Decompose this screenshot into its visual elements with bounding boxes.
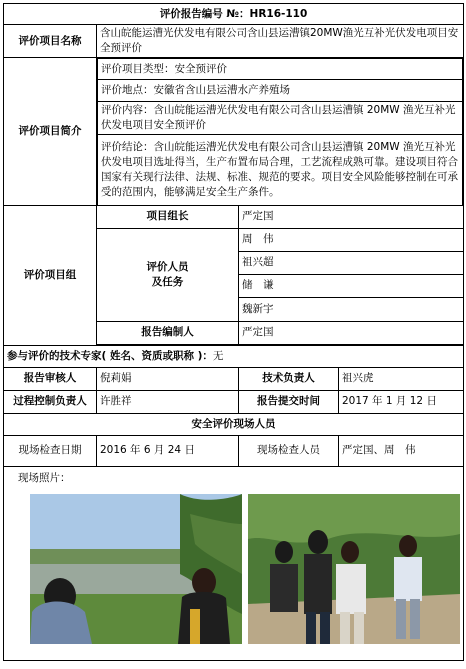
- leader-label: 项目组长: [97, 205, 239, 228]
- project-intro-cell: [97, 58, 464, 206]
- project-conclusion: 评价结论：含山皖能运漕光伏发电有限公司含山县运漕镇 20MW 渔光互补光伏发电项目选址得当，生产布置布局合理，工艺流程成熟可靠。建设项目符合国家有关现行法律、法规、标准、规范的要求。项目安全风险能够控制在可承受的范围内，能够满足安全生产条件。: [98, 135, 463, 205]
- site-photo-2: [248, 494, 460, 644]
- member-1: 周 伟: [239, 228, 464, 251]
- site-date-value: 2016 年 6 月 24 日: [97, 435, 239, 466]
- member-3: 储 谦: [239, 274, 464, 297]
- member-2: 祖兴超: [239, 251, 464, 274]
- project-location: 评价地点：安徽省含山县运漕水产养殖场: [98, 80, 463, 102]
- submit-label: 报告提交时间: [239, 390, 339, 413]
- experts-label: 参与评价的技术专家( 姓名、资质或职称 )：: [7, 349, 213, 362]
- project-type: 评价项目类型：安全预评价: [98, 59, 463, 80]
- project-content: 评价内容：含山皖能运漕光伏发电有限公司含山县运漕镇 20MW 渔光互补光伏发电项目安全预评价: [98, 102, 463, 135]
- project-name-value: 含山皖能运漕光伏发电有限公司含山县运漕镇20MW渔光互补光伏发电项目安全预评价: [97, 25, 464, 58]
- site-photos-cell: [4, 466, 464, 660]
- writer-label: 报告编制人: [97, 321, 239, 344]
- site-staff-value: 严定国、周 伟: [339, 435, 464, 466]
- project-intro-label: 评价项目简介: [4, 58, 97, 206]
- members-label: 评价人员 及任务: [97, 228, 239, 321]
- site-photos-label: 现场照片：: [18, 471, 71, 484]
- site-photo-1: [30, 494, 242, 644]
- experts-value: 无: [212, 349, 224, 362]
- auditor-label: 报告审核人: [4, 367, 97, 390]
- site-photo-1-image: [30, 494, 242, 644]
- site-section-title: 安全评价现场人员: [4, 413, 464, 435]
- team-label: 评价项目组: [4, 205, 97, 345]
- leader-value: 严定国: [239, 205, 464, 228]
- process-label: 过程控制负责人: [4, 390, 97, 413]
- submit-value: 2017 年 1 月 12 日: [339, 390, 464, 413]
- writer-value: 严定国: [239, 321, 464, 344]
- tech-label: 技术负责人: [239, 367, 339, 390]
- site-photos: [10, 494, 457, 644]
- site-date-label: 现场检查日期: [4, 435, 97, 466]
- tech-value: 祖兴虎: [339, 367, 464, 390]
- process-value: 许胜祥: [97, 390, 239, 413]
- experts-row: [4, 345, 464, 367]
- site-staff-label: 现场检查人员: [239, 435, 339, 466]
- auditor-value: 倪莉娟: [97, 367, 239, 390]
- site-photo-2-image: [248, 494, 460, 644]
- member-4: 魏新宇: [239, 297, 464, 321]
- project-name-label: 评价项目名称: [4, 25, 97, 58]
- evaluation-report-table: [3, 3, 464, 661]
- report-number: 评价报告编号 №：HR16-110: [4, 4, 464, 25]
